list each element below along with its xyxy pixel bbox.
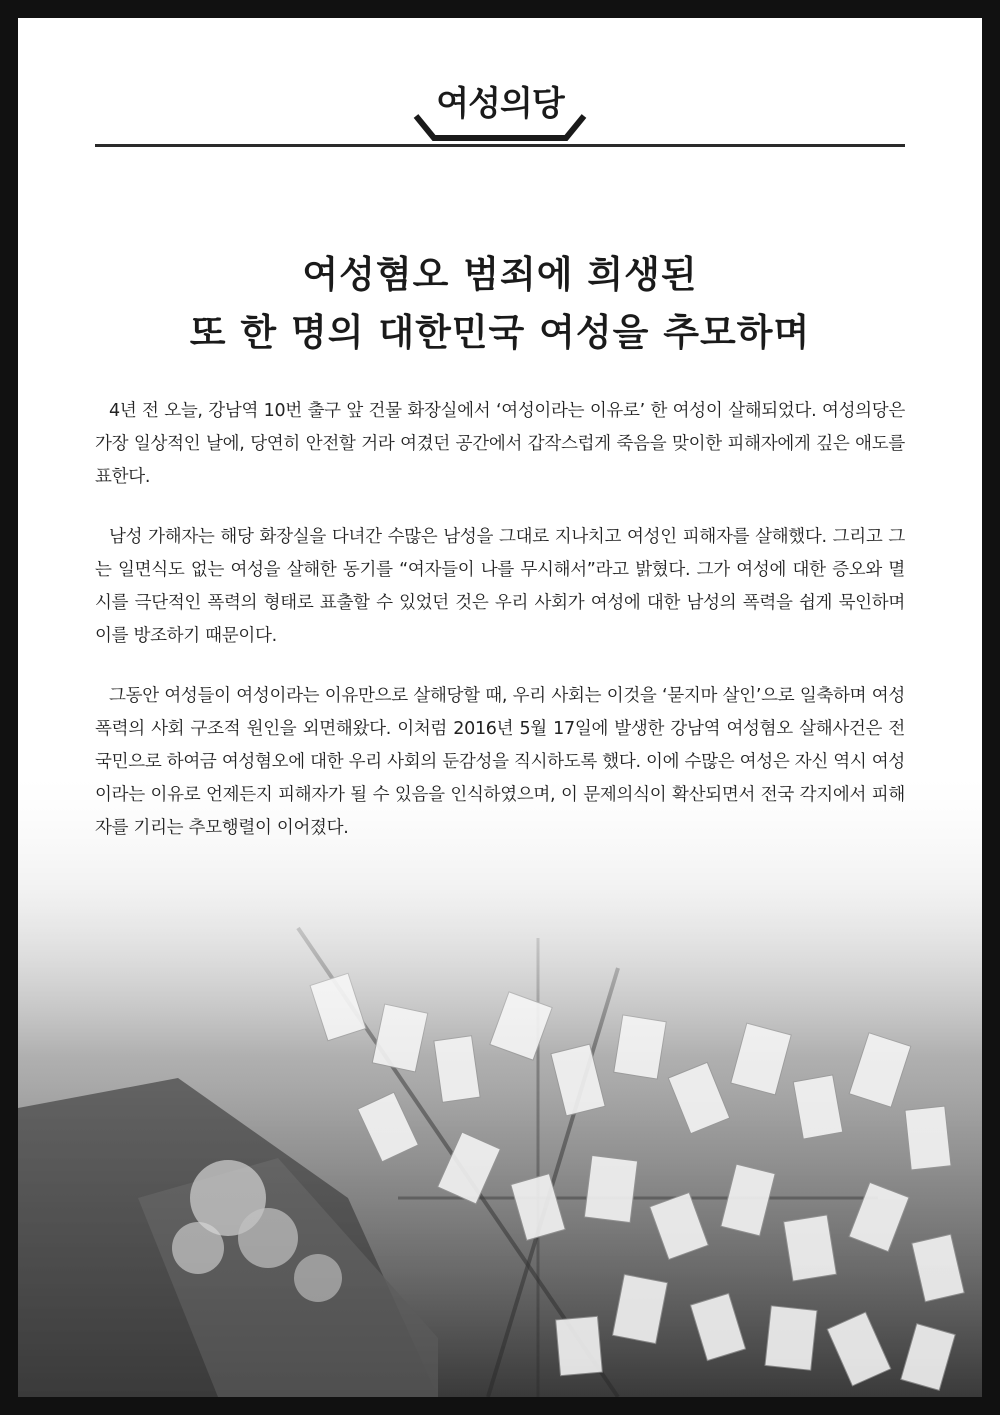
article-body: [95, 395, 905, 872]
logo-underline-icon: [410, 110, 590, 146]
title-line-2: 또 한 명의 대한민국 여성을 추모하며: [189, 311, 811, 354]
party-logo: [18, 76, 982, 146]
article-title: [18, 246, 982, 362]
paragraph-1: 4년 전 오늘, 강남역 10번 출구 앞 건물 화장실에서 ‘여성이라는 이유로’ 한 여성이 살해되었다. 여성의당은 가장 일상적인 날에, 당연히 안전할 거라 여겼던 공간에서 갑작스럽게 죽음을 맞이한 피해자에게 깊은 애도를 표한다.: [95, 401, 905, 487]
logo-text: 여성의당: [436, 84, 564, 124]
document-page: [18, 18, 982, 1397]
paragraph-3: 그동안 여성들이 여성이라는 이유만으로 살해당할 때, 우리 사회는 이것을 ‘묻지마 살인’으로 일축하며 여성폭력의 사회 구조적 원인을 외면해왔다. 이처럼 2016년 5월 17일에 발생한 강남역 여성혐오 살해사건은 전 국민으로 하여금 여성혐오에 대한 우리 사회의 둔감성을 직시하도록 했다. 이에 수많은 여성은 자신 역시 여성이라는 이유로 언제든지 피해자가 될 수 있음을 인식하였으며, 이 문제의식이 확산되면서 전국 각지에서 피해자를 기리는 추모행렬이 이어졌다.: [95, 686, 905, 838]
paragraph-2: 남성 가해자는 해당 화장실을 다녀간 수많은 남성을 그대로 지나치고 여성인 피해자를 살해했다. 그리고 그는 일면식도 없는 여성을 살해한 동기를 “여자들이 나를 무시해서”라고 밝혔다. 그가 여성에 대한 증오와 멸시를 극단적인 폭력의 형태로 표출할 수 있었던 것은 우리 사회가 여성에 대한 남성의 폭력을 쉽게 묵인하며 이를 방조하기 때문이다.: [95, 527, 905, 646]
header-divider: [95, 144, 905, 147]
title-line-1: 여성혐오 범죄에 희생된: [302, 253, 698, 296]
